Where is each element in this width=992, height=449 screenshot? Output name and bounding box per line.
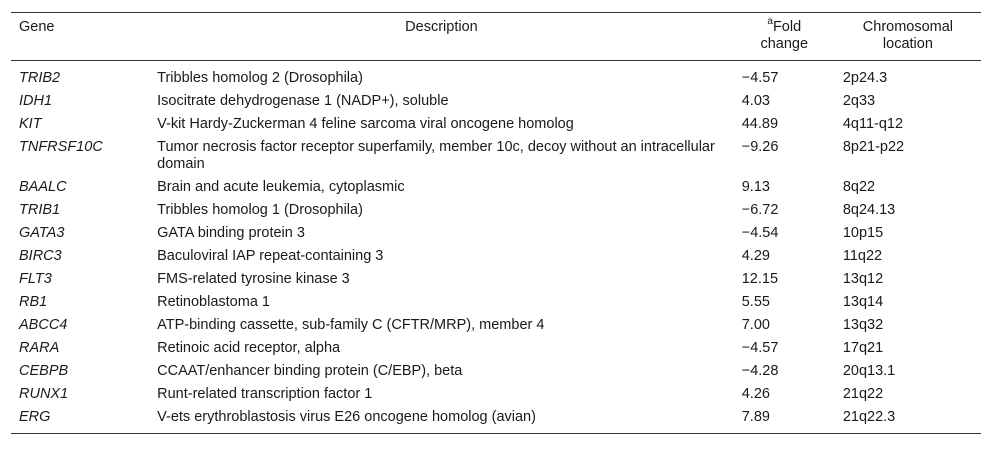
header-fold-footnote-marker: a: [767, 16, 773, 28]
table-row: [11, 136, 981, 176]
description-cell: Retinoic acid receptor, alpha: [157, 340, 341, 356]
location-cell: 8q22: [842, 179, 876, 195]
fold-change-cell: −4.54: [741, 225, 779, 241]
description-cell: Tribbles homolog 2 (Drosophila): [157, 70, 363, 86]
header-description: Description: [405, 19, 478, 35]
location-cell: 13q12: [842, 271, 884, 287]
gene-table: [11, 12, 981, 434]
fold-change-cell: 4.03: [741, 93, 770, 109]
fold-change-cell: 12.15: [741, 271, 779, 287]
header-chromosomal-location: [835, 13, 981, 61]
description-cell: Tumor necrosis factor receptor superfamily, member 10c, decoy without an intracellular domain: [157, 139, 715, 172]
gene-cell: KIT: [19, 116, 42, 132]
table-row: [11, 383, 981, 406]
location-cell: 10p15: [842, 225, 884, 241]
fold-change-cell: −4.57: [741, 340, 779, 356]
fold-change-cell: 4.26: [741, 386, 770, 402]
gene-cell: CEBPB: [19, 363, 69, 379]
description-cell: Retinoblastoma 1: [157, 294, 270, 310]
header-fold-line2: change: [760, 36, 809, 52]
fold-change-cell: 4.29: [741, 248, 770, 264]
gene-cell: TNFRSF10C: [19, 139, 103, 155]
location-cell: 2p24.3: [842, 70, 888, 86]
gene-cell: RB1: [19, 294, 48, 310]
description-cell: GATA binding protein 3: [157, 225, 305, 241]
header-fold-change: [734, 13, 835, 61]
location-cell: 21q22: [842, 386, 884, 402]
table-row: [11, 222, 981, 245]
description-cell: Baculoviral IAP repeat-containing 3: [157, 248, 384, 264]
table-header-row: [11, 13, 981, 61]
gene-cell: RARA: [19, 340, 60, 356]
description-cell: Runt-related transcription factor 1: [157, 386, 373, 402]
gene-cell: IDH1: [19, 93, 53, 109]
description-cell: FMS-related tyrosine kinase 3: [157, 271, 350, 287]
fold-change-cell: 44.89: [741, 116, 779, 132]
table-row: [11, 314, 981, 337]
gene-cell: TRIB1: [19, 202, 61, 218]
location-cell: 21q22.3: [842, 409, 896, 425]
location-cell: 11q22: [842, 248, 883, 264]
table-row: [11, 245, 981, 268]
table-row: [11, 176, 981, 199]
description-cell: Brain and acute leukemia, cytoplasmic: [157, 179, 405, 195]
table-row: [11, 268, 981, 291]
description-cell: Isocitrate dehydrogenase 1 (NADP+), soluble: [157, 93, 449, 109]
description-cell: CCAAT/enhancer binding protein (C/EBP), beta: [157, 363, 463, 379]
fold-change-cell: −4.57: [741, 70, 779, 86]
fold-change-cell: 5.55: [741, 294, 770, 310]
fold-change-cell: 9.13: [741, 179, 770, 195]
table-row: [11, 61, 981, 91]
header-fold-line1: Fold: [772, 19, 802, 35]
gene-cell: ABCC4: [19, 317, 68, 333]
location-cell: 13q32: [842, 317, 884, 333]
gene-cell: RUNX1: [19, 386, 69, 402]
description-cell: V-kit Hardy-Zuckerman 4 feline sarcoma viral oncogene homolog: [157, 116, 574, 132]
location-cell: 8p21-p22: [842, 139, 905, 155]
location-cell: 20q13.1: [842, 363, 896, 379]
header-gene: Gene: [19, 19, 55, 35]
location-cell: 17q21: [842, 340, 884, 356]
description-cell: V-ets erythroblastosis virus E26 oncogene homolog (avian): [157, 409, 536, 425]
gene-cell: FLT3: [19, 271, 52, 287]
fold-change-cell: −4.28: [741, 363, 779, 379]
description-cell: Tribbles homolog 1 (Drosophila): [157, 202, 363, 218]
table-row: [11, 360, 981, 383]
table-row: [11, 337, 981, 360]
gene-cell: ERG: [19, 409, 51, 425]
table-row: [11, 199, 981, 222]
table-row: [11, 291, 981, 314]
gene-table-container: [11, 12, 981, 434]
gene-cell: BIRC3: [19, 248, 62, 264]
table-row: [11, 90, 981, 113]
fold-change-cell: 7.89: [741, 409, 770, 425]
gene-cell: TRIB2: [19, 70, 61, 86]
header-location-line2: location: [882, 36, 933, 52]
table-row: [11, 406, 981, 434]
fold-change-cell: −6.72: [741, 202, 779, 218]
fold-change-cell: −9.26: [741, 139, 779, 155]
table-body: [11, 61, 981, 434]
header-location-line1: Chromosomal: [862, 19, 954, 35]
table-row: [11, 113, 981, 136]
location-cell: 4q11-q12: [842, 116, 904, 132]
gene-cell: GATA3: [19, 225, 65, 241]
gene-cell: BAALC: [19, 179, 67, 195]
description-cell: ATP-binding cassette, sub-family C (CFTR/MRP), member 4: [157, 317, 545, 333]
location-cell: 8q24.13: [842, 202, 896, 218]
location-cell: 13q14: [842, 294, 884, 310]
fold-change-cell: 7.00: [741, 317, 770, 333]
location-cell: 2q33: [842, 93, 876, 109]
